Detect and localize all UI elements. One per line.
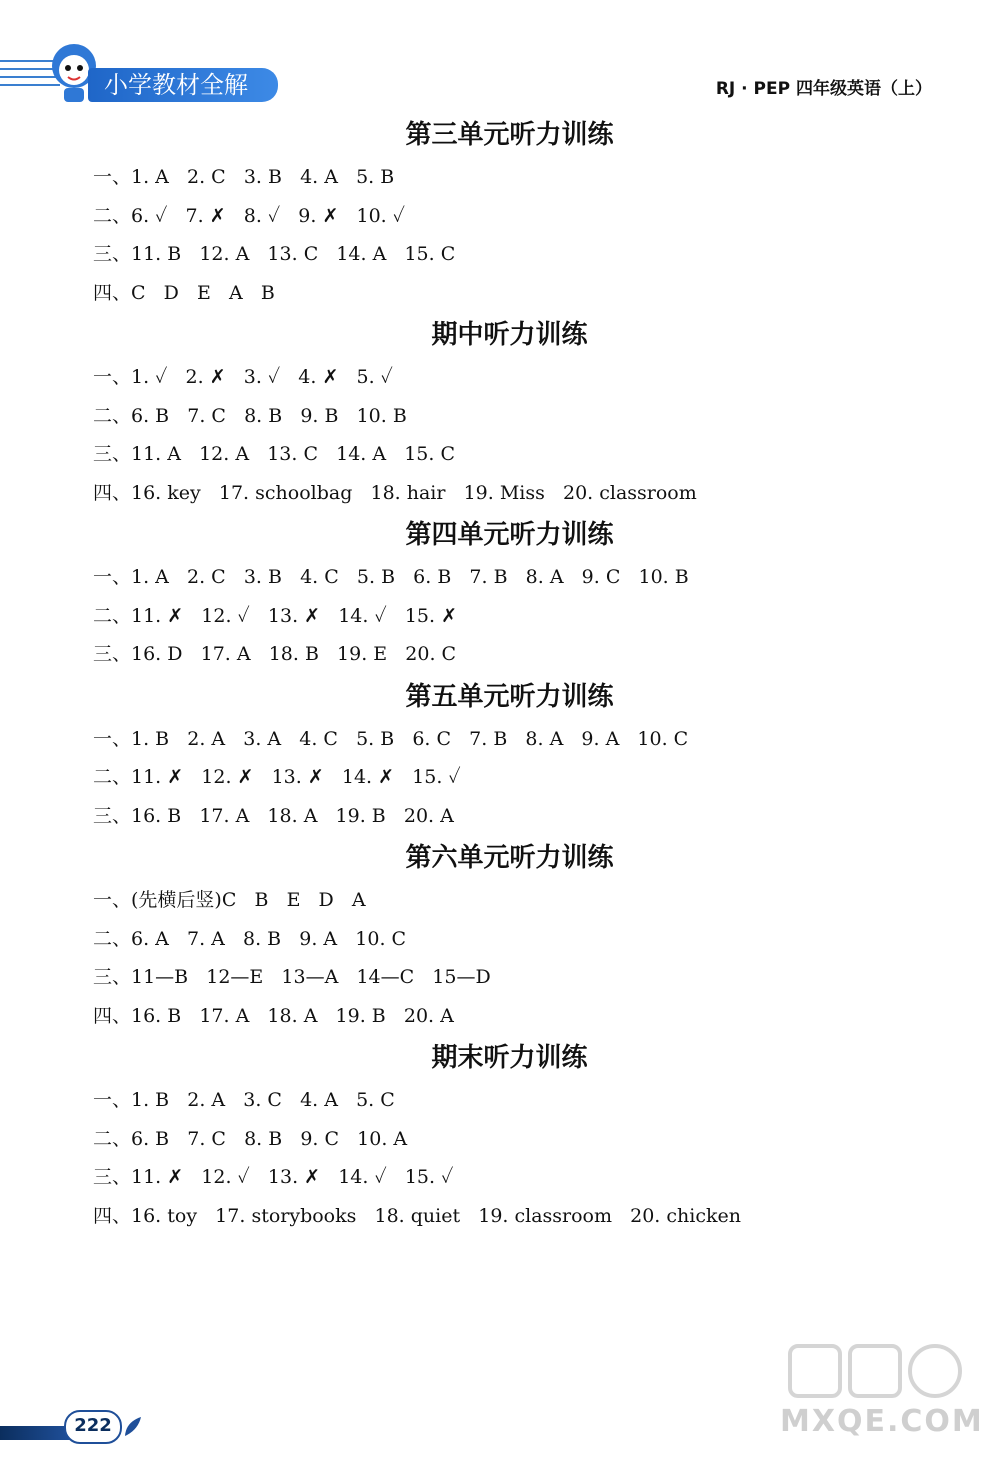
answer-line: 三、11. A 12. A 13. C 14. A 15. C	[93, 443, 455, 465]
section-title: 第六单元听力训练	[405, 843, 614, 873]
answer-line: 三、16. D 17. A 18. B 19. E 20. C	[93, 643, 457, 665]
book-info: RJ · PEP 四年级英语（上）	[715, 79, 932, 99]
answer-line: 三、11—B 12—E 13—A 14—C 15—D	[93, 966, 491, 988]
watermark	[780, 1340, 984, 1440]
watermark-text: MXQE.COM	[780, 1404, 984, 1439]
answer-line: 一、1. A 2. C 3. B 4. A 5. B	[93, 166, 395, 188]
answer-line: 四、16. key 17. schoolbag 18. hair 19. Miss 20. classroom	[93, 481, 697, 504]
page-header	[0, 0, 1000, 99]
answer-line: 二、6. B 7. C 8. B 9. B 10. B	[93, 404, 407, 427]
answer-line: 三、11. ✗ 12. ✓ 13. ✗ 14. ✓ 15. ✓	[93, 1166, 454, 1188]
section-title: 第五单元听力训练	[405, 681, 614, 712]
section-title: 期末听力训练	[431, 1043, 588, 1073]
section-title: 第四单元听力训练	[405, 520, 614, 550]
answer-content	[93, 112, 953, 1235]
answer-line: 三、11. B 12. A 13. C 14. A 15. C	[93, 243, 456, 265]
footer-bar-decoration	[0, 1426, 70, 1440]
answer-line: 一、1. A 2. C 3. B 4. C 5. B 6. B 7. B 8. A 9. C 10. B	[93, 566, 689, 588]
answer-line: 四、16. toy 17. storybooks 18. quiet 19. classroom 20. chicken	[93, 1204, 741, 1227]
answer-line: 一、1. ✓ 2. ✗ 3. ✓ 4. ✗ 5. ✓	[93, 366, 393, 388]
answer-line: 二、6. B 7. C 8. B 9. C 10. A	[93, 1127, 408, 1150]
answer-line: 二、11. ✗ 12. ✗ 13. ✗ 14. ✗ 15. ✓	[93, 766, 461, 788]
answer-line: 二、6. A 7. A 8. B 9. A 10. C	[93, 927, 407, 950]
series-title-banner: 小学教材全解	[88, 68, 278, 102]
answer-line: 四、16. B 17. A 18. A 19. B 20. A	[93, 1004, 454, 1027]
page-footer	[0, 1410, 200, 1440]
answer-line: 二、6. ✓ 7. ✗ 8. ✓ 9. ✗ 10. ✓	[93, 204, 406, 227]
answer-line: 三、16. B 17. A 18. A 19. B 20. A	[93, 804, 454, 827]
section-title: 期中听力训练	[431, 320, 588, 350]
page-number: 222	[64, 1410, 122, 1444]
answer-line: 一、(先横后竖)C B E D A	[93, 889, 366, 911]
watermark-logo-icon	[780, 1340, 970, 1404]
answer-line: 四、C D E A B	[93, 281, 275, 304]
section-title: 第三单元听力训练	[405, 120, 614, 150]
answer-line: 二、11. ✗ 12. ✓ 13. ✗ 14. ✓ 15. ✗	[93, 604, 458, 627]
leaf-icon	[122, 1414, 144, 1438]
answer-line: 一、1. B 2. A 3. A 4. C 5. B 6. C 7. B 8. A 9. A 10. C	[93, 727, 689, 750]
answer-line: 一、1. B 2. A 3. C 4. A 5. C	[93, 1089, 395, 1111]
